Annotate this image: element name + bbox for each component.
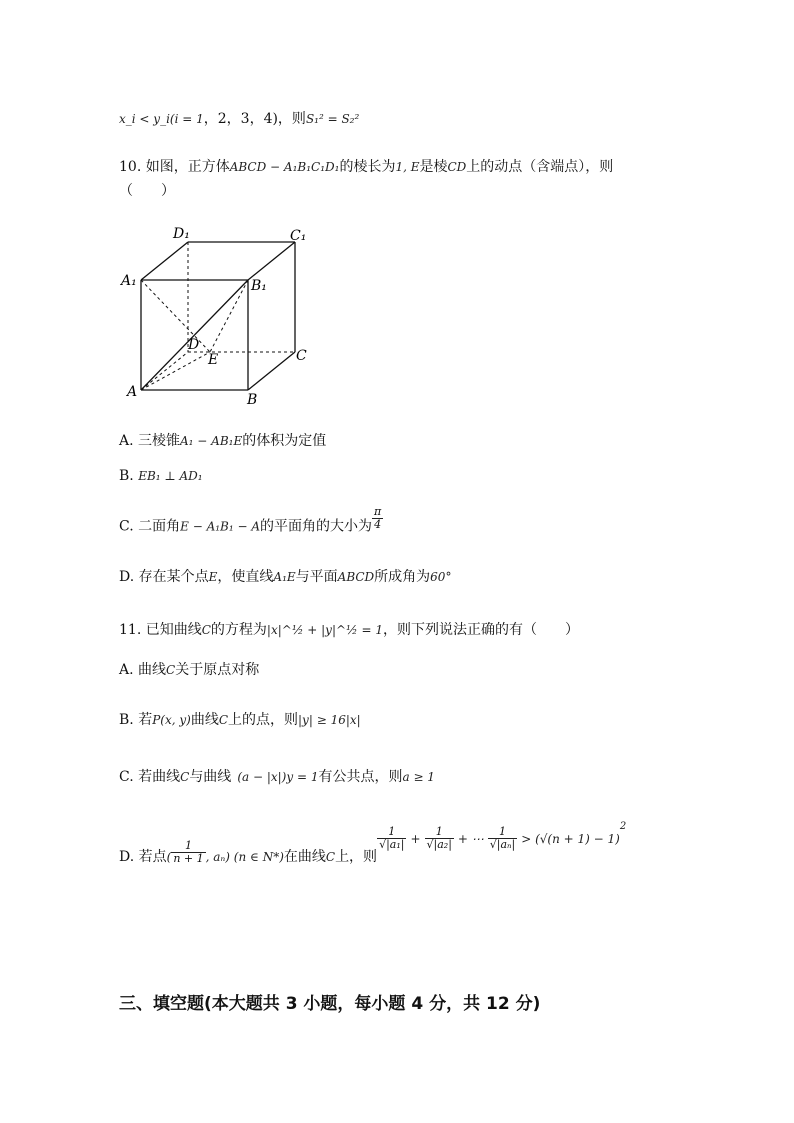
- label-e: E: [208, 352, 219, 368]
- frac-num: 1: [171, 840, 205, 853]
- q10-stem-text-4: 上的动点（含端点），则: [466, 159, 614, 175]
- q11-option-c-math-curve: (a − |x|)y = 1: [237, 770, 319, 784]
- q10-math-edge: 1, E: [395, 160, 420, 174]
- q10-option-d-text-2: ，使直线: [217, 569, 274, 585]
- frac-den: n + 1: [173, 852, 204, 865]
- q10-option-d-math-abcd: ABCD: [337, 570, 375, 584]
- q11-math-equation: |x|^½ + |y|^½ = 1: [266, 623, 383, 637]
- q11-math-c: C: [201, 623, 211, 637]
- frac-den: 4: [374, 518, 382, 531]
- q10-option-d-math-e: E: [208, 570, 218, 584]
- q9-math: x_i < y_i(i = 1: [119, 112, 204, 126]
- q11-option-b-text-2: 曲线: [190, 712, 219, 728]
- q10-option-c-math: E − A₁B₁ − A: [180, 519, 261, 534]
- q9-math2: S₁² = S₂²: [305, 112, 360, 126]
- frac-num: 1: [377, 826, 406, 839]
- label-d: D: [188, 337, 200, 353]
- q10-option-b-text: B.: [119, 468, 139, 484]
- plus-sign: +: [410, 831, 421, 846]
- q10-option-d-text-3: 与平面: [295, 569, 338, 585]
- label-d1: D₁: [173, 226, 190, 242]
- q10-option-a-math: A₁ − AB₁E: [180, 434, 243, 448]
- q10-answer-paren: （ ）: [119, 183, 175, 199]
- q11-option-c-text-3: 有公共点，则: [318, 769, 403, 785]
- q11-option-d-math-c: C: [325, 849, 336, 864]
- q11-stem-text: 11. 已知曲线: [119, 622, 202, 638]
- q10-option-d-math-a1e: A₁E: [273, 570, 296, 584]
- ellipsis-sign: + ⋯: [457, 831, 484, 846]
- q10-option-c-text-2: 的平面角的大小为: [260, 518, 373, 535]
- label-b1: B₁: [251, 278, 267, 294]
- q11-option-d-text-2: 在曲线: [283, 848, 326, 865]
- q11-option-a: [119, 659, 259, 679]
- sum-term-1: [377, 826, 406, 851]
- frac-num: π: [374, 505, 382, 518]
- q9-tail: [119, 108, 359, 128]
- q10-stem-text-3: 是棱: [419, 159, 448, 175]
- q10-stem: [119, 156, 613, 176]
- q10-option-c: [119, 505, 383, 539]
- q11-option-b-math-ineq: |y| ≥ 16|x|: [298, 713, 361, 727]
- q11-option-a-text-2: 关于原点对称: [175, 662, 260, 678]
- cube-figure: [115, 218, 315, 408]
- label-c: C: [296, 348, 307, 364]
- q10-math-cd: CD: [447, 160, 467, 174]
- q11-option-d-point-rest: , aₙ) (n ∈ N*): [205, 849, 284, 864]
- frac-num: 1: [425, 826, 454, 839]
- q11-stem-text-3: ，则下列说法正确的有（ ）: [383, 622, 579, 638]
- pi-over-4-fraction: [372, 506, 383, 531]
- q11-option-c-text: C. 若曲线: [119, 769, 181, 785]
- q11-option-c-math-ineq: a ≥ 1: [402, 770, 435, 784]
- q10-option-d-math-angle: 60°: [430, 570, 452, 584]
- q11-option-b-math-p: P(x, y): [152, 713, 191, 727]
- label-a: A: [127, 384, 138, 400]
- q10-math-cube: ABCD − A₁B₁C₁D₁: [229, 160, 340, 174]
- sum-term-n: [488, 826, 517, 851]
- frac-den: √|a₁|: [379, 838, 405, 851]
- q10-option-c-text: C. 二面角: [119, 518, 181, 535]
- q11-option-b-text-3: 上的点，则: [228, 712, 299, 728]
- q11-option-d: [119, 820, 627, 870]
- q11-option-d-text: D. 若点: [119, 848, 167, 865]
- q11-option-d-text-3: 上，则: [335, 848, 378, 865]
- q11-option-b-math-c: C: [218, 713, 229, 727]
- q11-option-d-point-fraction: [171, 840, 205, 865]
- q10-option-a: [119, 430, 326, 450]
- q10-option-d: [119, 566, 451, 586]
- label-c1: C₁: [290, 228, 307, 244]
- q11-option-c-text-2: 与曲线: [189, 769, 232, 785]
- q10-option-d-text: D. 存在某个点: [119, 569, 209, 585]
- rhs-exponent: 2: [619, 820, 627, 832]
- q11-option-b-text: B. 若: [119, 712, 153, 728]
- q11-stem-text-2: 的方程为: [210, 622, 267, 638]
- frac-num: 1: [488, 826, 517, 839]
- label-b: B: [247, 392, 258, 408]
- q10-option-a-text: A. 三棱锥: [119, 433, 181, 449]
- q10-option-d-text-4: 所成角为: [374, 569, 431, 585]
- q11-option-a-text: A. 曲线: [119, 662, 167, 678]
- section-heading: 三、填空题(本大题共 3 小题，每小题 4 分，共 12 分): [119, 994, 541, 1014]
- rhs-expression: > (√(n + 1) − 1): [521, 831, 620, 846]
- q11-option-c-math-c: C: [180, 770, 190, 784]
- q10-stem-text-2: 的棱长为: [339, 159, 396, 175]
- sum-term-2: [425, 826, 454, 851]
- q11-option-b: [119, 709, 361, 729]
- frac-den: √|aₙ|: [489, 838, 516, 851]
- q9-text: ，2，3，4)，则: [203, 111, 306, 127]
- q10-stem-text: 10. 如图，正方体: [119, 159, 230, 175]
- q11-option-a-math: C: [166, 663, 176, 677]
- q11-stem: [119, 619, 579, 639]
- label-a1: A₁: [121, 273, 137, 289]
- q10-option-b-math: EB₁ ⊥ AD₁: [138, 469, 203, 483]
- q10-option-b: [119, 468, 203, 484]
- q10-option-a-text-2: 的体积为定值: [242, 433, 327, 449]
- q11-option-c: [119, 766, 435, 786]
- frac-den: √|a₂|: [426, 838, 452, 851]
- q11-option-d-paren: (: [166, 849, 172, 864]
